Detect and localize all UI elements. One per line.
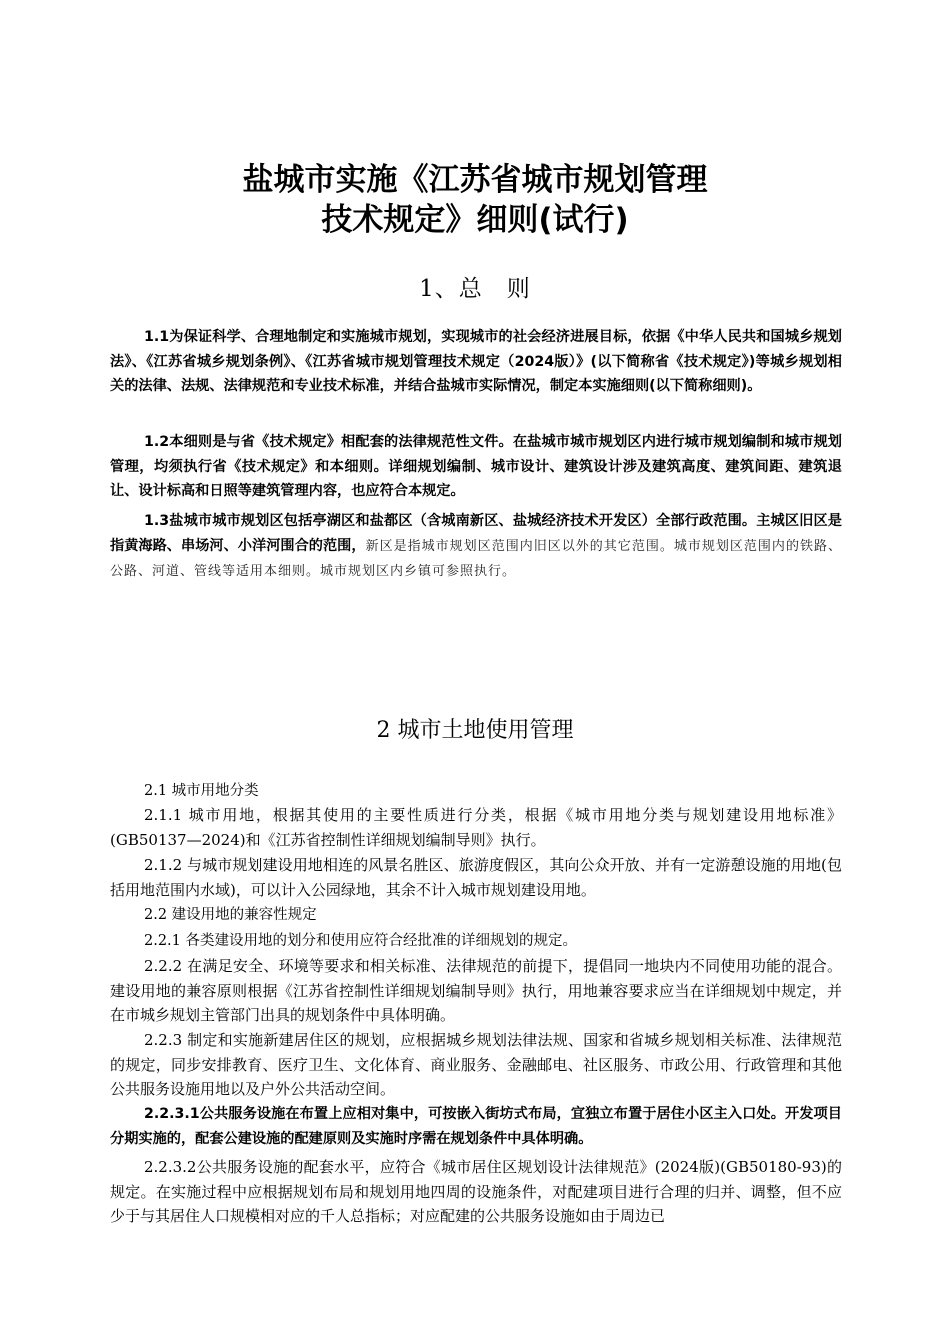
clause-2-2-3-text: 2.2.3 制定和实施新建居住区的规划，应根据城乡规划法律法规、国家和省城乡规划相关标准、法律规范的规定，同步安排教育、医疗卫生、文化体育、商业服务、金融邮电、社区服务、市政公用、行政管理和其他公共服务设施用地以及户外公共活动空间。 [110,1031,842,1099]
clause-2-2-2 [110,954,842,1028]
clause-2-2-3 [110,1028,842,1102]
clause-2-2-3-2-text: 2.2.3.2公共服务设施的配套水平，应符合《城市居住区规划设计法律规范》(2024版)(GB50180-93)的规定。在实施过程中应根据规划布局和规划用地四周的设施条件，对配建项目进行合理的归并、调整，但不应少于与其居住人口规模相对应的千人总指标；对应配建的公共服务设施如由于周边已 [110,1158,842,1226]
paragraph-1-3-normal-text: 新区是指城市规划区范围内旧区以外的其它范围。城市规划区范围内的铁路、公路、河道、管线等适用本细则。城市规划区内乡镇可参照执行。 [110,538,842,580]
paragraph-1-3-bold-text: 1.3盐城市城市规划区包括亭湖区和盐都区（含城南新区、盐城经济技术开发区）全部行政范围。主城区旧区是指黄海路、串场河、小洋河围合的范围， [110,513,842,554]
document-title-line1: 盐城市实施《江苏省城市规划管理 [242,162,708,198]
clause-2-2-3-2 [110,1155,842,1229]
clause-2-1-2-text: 2.1.2 与城市规划建设用地相连的风景名胜区、旅游度假区，其向公众开放、并有一定游憩设施的用地(包括用地范围内水域)，可以计入公园绿地，其余不计入城市规划建设用地。 [110,856,842,899]
section1-heading: 1、总 则 [419,276,531,302]
subsection-2-1 [110,779,842,803]
clause-2-2-2-text: 2.2.2 在满足安全、环境等要求和相关标准、法律规范的前提下，提倡同一地块内不同使用功能的混合。建设用地的兼容原则根据《江苏省控制性详细规划编制导则》执行，用地兼容要求应当在详细规划中规定，并在市城乡规划主管部门出具的规划条件中具体明确。 [110,957,842,1025]
document-title-line2: 技术规定》细则(试行) [321,202,629,238]
paragraph-1-1-text: 1.1为保证科学、合理地制定和实施城市规划，实现城市的社会经济进展目标，依据《中华人民共和国城乡规划法》、《江苏省城乡规划条例》、《江苏省城市规划管理技术规定（2024版）》(以下简称省《技术规定》)等城乡规划相关的法律、法规、法律规范和专业技术标准，并结合盐城市实际情况，制定本实施细则(以下简称细则)。 [110,329,842,395]
paragraph-1-2 [110,430,842,504]
clause-2-1-2 [110,853,842,902]
subsection-2-2-text: 2.2 建设用地的兼容性规定 [144,907,317,923]
section2-heading: 2 城市土地使用管理 [376,718,574,743]
paragraph-1-2-text: 1.2本细则是与省《技术规定》相配套的法律规范性文件。在盐城市城市规划区内进行城市规划编制和城市规划管理，均须执行省《技术规定》和本细则。详细规划编制、城市设计、建筑设计涉及建筑高度、建筑间距、建筑退让、设计标高和日照等建筑管理内容，也应符合本规定。 [110,434,842,500]
clause-2-1-1 [110,803,842,852]
clause-2-1-1-text: 2.1.1 城市用地，根据其使用的主要性质进行分类，根据《城市用地分类与规划建设用地标准》(GB50137—2024)和《江苏省控制性详细规划编制导则》执行。 [110,806,842,849]
subsection-2-1-text: 2.1 城市用地分类 [144,783,259,799]
paragraph-1-3 [110,509,842,585]
subsection-2-2 [110,903,842,927]
clause-2-2-3-1-text: 2.2.3.1公共服务设施在布置上应相对集中，可按嵌入街坊式布局，宜独立布置于居住小区主入口处。开发项目分期实施的，配套公建设施的配建原则及实施时序需在规划条件中具体明确。 [110,1106,842,1147]
paragraph-1-1 [110,325,842,399]
clause-2-2-1 [110,929,842,953]
clause-2-2-1-text: 2.2.1 各类建设用地的划分和使用应符合经批准的详细规划的规定。 [144,933,578,949]
clause-2-2-3-1 [110,1102,842,1151]
